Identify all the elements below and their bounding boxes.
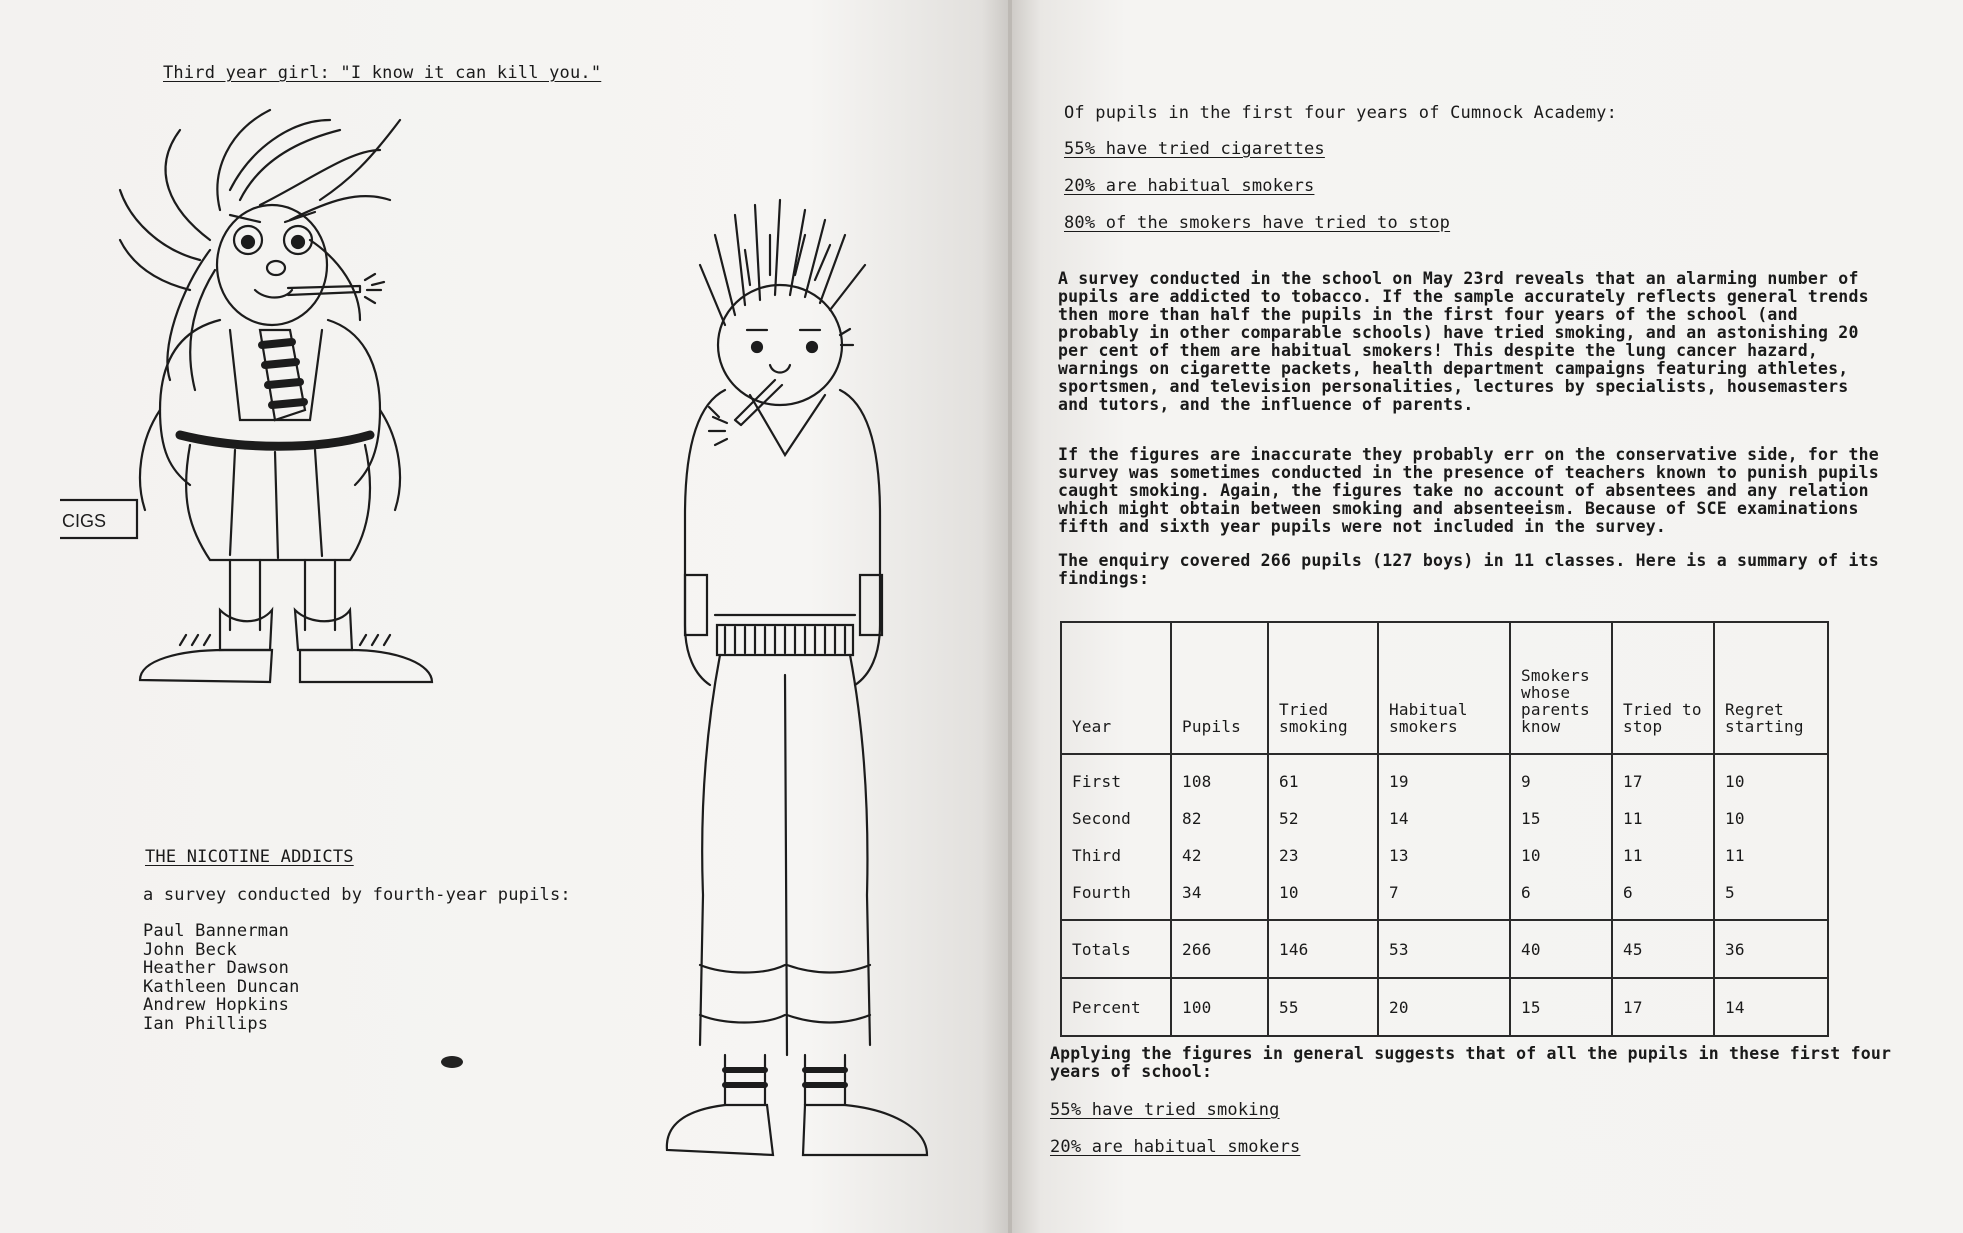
table-cell: 100 xyxy=(1171,978,1268,1036)
table-cell: 14 xyxy=(1714,978,1828,1036)
table-cell: 10 xyxy=(1714,800,1828,837)
stats-block xyxy=(1064,140,1450,251)
table-cell: 14 xyxy=(1378,800,1510,837)
table-row xyxy=(1061,874,1828,920)
paragraph-3: The enquiry covered 266 pupils (127 boys) in 11 classes. Here is a summary of its findings: xyxy=(1058,551,1879,588)
table-cell: 11 xyxy=(1612,837,1714,874)
header-tried-to-stop: Tried to stop xyxy=(1612,622,1714,754)
paragraph-1: A survey conducted in the school on May 23rd reveals that an alarming number of pupils are addicted to tobacco. If the sample accurately reflects general trends then more than half the pupils in the first four years of the school (and probably in other comparable schools) have tried smoking, and an astonishing 20 per cent of them are habitual smokers! This despite the lung cancer hazard, warnings on cigarette packets, health department campaigns featuring athletes, sportsmen, and television personalities, lectures by specialists, housemasters and tutors, and the influence of parents. xyxy=(1058,269,1869,414)
intro-line: Of pupils in the first four years of Cumnock Academy: xyxy=(1064,103,1618,123)
table-cell: 11 xyxy=(1612,800,1714,837)
table-cell: 40 xyxy=(1510,920,1612,978)
table-row xyxy=(1061,754,1828,800)
table-cell: Percent xyxy=(1061,978,1171,1036)
stat-line: 55% have tried cigarettes xyxy=(1064,139,1325,159)
quote-caption: Third year girl: "I know it can kill you." xyxy=(163,63,602,83)
stat-line: 20% are habitual smokers xyxy=(1064,176,1315,196)
table-cell: First xyxy=(1061,754,1171,800)
header-regret-starting: Regret starting xyxy=(1714,622,1828,754)
table-cell: 108 xyxy=(1171,754,1268,800)
table-cell: 6 xyxy=(1510,874,1612,920)
table-cell: 34 xyxy=(1171,874,1268,920)
addicts-title: THE NICOTINE ADDICTS xyxy=(145,847,354,867)
table-cell: 15 xyxy=(1510,978,1612,1036)
table-cell: 17 xyxy=(1612,978,1714,1036)
table-cell: 55 xyxy=(1268,978,1378,1036)
author-item: Kathleen Duncan xyxy=(143,976,300,997)
table-totals-row xyxy=(1061,920,1828,978)
table-cell: Totals xyxy=(1061,920,1171,978)
table-row xyxy=(1061,837,1828,874)
table-cell: 42 xyxy=(1171,837,1268,874)
table-cell: 23 xyxy=(1268,837,1378,874)
conclusion-stats xyxy=(1050,1101,1300,1175)
boy-illustration xyxy=(655,195,1012,1215)
table-cell: 10 xyxy=(1510,837,1612,874)
addicts-subtitle: a survey conducted by fourth-year pupils: xyxy=(143,885,571,905)
table-cell: 15 xyxy=(1510,800,1612,837)
table-cell: 11 xyxy=(1714,837,1828,874)
table-cell: 17 xyxy=(1612,754,1714,800)
table-cell: 19 xyxy=(1378,754,1510,800)
table-cell: Fourth xyxy=(1061,874,1171,920)
author-item: Heather Dawson xyxy=(143,958,290,978)
author-item: John Beck xyxy=(143,939,237,960)
table-cell: Third xyxy=(1061,837,1171,874)
table-cell: 7 xyxy=(1378,874,1510,920)
table-cell: 10 xyxy=(1714,754,1828,800)
table-cell: 146 xyxy=(1268,920,1378,978)
girl-illustration xyxy=(60,90,480,690)
stat-line: 80% of the smokers have tried to stop xyxy=(1064,213,1451,233)
table-header-row xyxy=(1061,622,1828,754)
paragraph-2: If the figures are inaccurate they probably err on the conservative side, for the survey was sometimes conducted in the presence of teachers known to punish pupils caught smoking. Again, the figures take no account of absentees and any relation which might obtain between smoking and absenteeism. Because of SCE examinations fifth and sixth year pupils were not included in the survey. xyxy=(1058,445,1879,536)
table-row xyxy=(1061,800,1828,837)
conclusion-paragraph: Applying the figures in general suggests that of all the pupils in these first four years of school: xyxy=(1050,1044,1892,1081)
table-cell: 9 xyxy=(1510,754,1612,800)
header-habitual-smokers: Habitual smokers xyxy=(1378,622,1510,754)
table-cell: 13 xyxy=(1378,837,1510,874)
table-cell: 52 xyxy=(1268,800,1378,837)
table-cell: 61 xyxy=(1268,754,1378,800)
authors-list xyxy=(143,922,300,1033)
stat-line: 20% are habitual smokers xyxy=(1050,1137,1301,1157)
header-pupils: Pupils xyxy=(1171,622,1268,754)
survey-table xyxy=(1060,621,1829,1037)
table-cell: Second xyxy=(1061,800,1171,837)
table-cell: 53 xyxy=(1378,920,1510,978)
right-page xyxy=(1012,0,1963,1233)
table-cell: 6 xyxy=(1612,874,1714,920)
table-cell: 266 xyxy=(1171,920,1268,978)
author-item: Ian Phillips xyxy=(143,1013,269,1034)
table-cell: 36 xyxy=(1714,920,1828,978)
stat-line: 55% have tried smoking xyxy=(1050,1100,1280,1120)
ink-blot xyxy=(438,1052,468,1072)
header-parents-know: Smokers whose parents know xyxy=(1510,622,1612,754)
table-percent-row xyxy=(1061,978,1828,1036)
table-cell: 5 xyxy=(1714,874,1828,920)
table-cell: 10 xyxy=(1268,874,1378,920)
header-tried-smoking: Tried smoking xyxy=(1268,622,1378,754)
table-cell: 45 xyxy=(1612,920,1714,978)
header-year: Year xyxy=(1061,622,1171,754)
table-cell: 82 xyxy=(1171,800,1268,837)
table-cell: 20 xyxy=(1378,978,1510,1036)
cigs-sign-text: CIGS xyxy=(62,511,107,531)
author-item: Andrew Hopkins xyxy=(143,995,290,1015)
author-item: Paul Bannerman xyxy=(143,921,290,941)
